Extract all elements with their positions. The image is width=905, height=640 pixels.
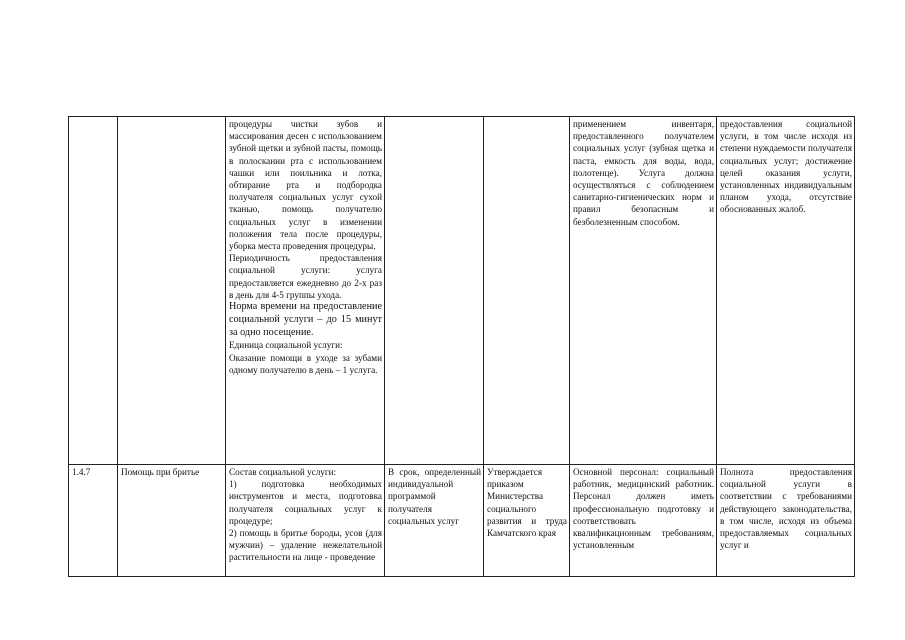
content-paragraph: Оказание помощи в уходе за зубами одному получателю в день – 1 услуга. xyxy=(229,352,382,375)
cell-quality xyxy=(717,465,855,577)
cell-tariff xyxy=(484,465,570,577)
content-paragraph: процедуры чистки зубов и массирования десен с использованием зубной щетки и зубной пасты, помощь в полоскании рта с использованием чашки или поильника и лотка, обтирание рта и подбородка получателя социальных услуг сухой тканью, помощь получателю социальных услуг в изменении положения тела после процедуры, уборка места проведения процедуры. xyxy=(229,119,382,252)
quality-text: Полнота предоставления социальной услуги в соответствии с требованиями действующего законодательства, в том числе, исходя из объема предоставляемых социальных услуг и xyxy=(720,467,852,551)
services-table xyxy=(68,116,855,577)
table-row xyxy=(69,465,855,577)
service-name-text: Помощь при бритье xyxy=(121,467,200,477)
tariff-text: Утверждается приказом Министерства социального развития и труда Камчатского края xyxy=(487,467,567,539)
content-paragraph: 1) подготовка необходимых инструментов и места, подготовка получателя социальных услуг к процедуре; xyxy=(229,479,382,526)
cell-term xyxy=(385,465,484,577)
content-paragraph: Единица социальной услуги: xyxy=(229,340,343,351)
cell-number xyxy=(69,465,118,577)
term-text: В срок, определенный индивидуальной программой получателя социальных услуг xyxy=(388,467,481,526)
content-paragraph: 2) помощь в бритье бороды, усов (для мужчин) – удаление нежелательной растительности на лице - проведение xyxy=(229,528,382,563)
content-paragraph: Периодичность предоставления социальной услуги: услуга предоставляется ежедневно до 2-х раз в день для 4-5 группы ухода. xyxy=(229,253,382,300)
content-paragraph: Норма времени на предоставление социальной услуги – до 15 минут за одно посещение. xyxy=(229,301,382,338)
content-paragraph: Состав социальной услуги: xyxy=(229,467,337,477)
cell-quality: предоставления социальной услуги, в том числе исходя из степени нуждаемости получателя социальных услуг; достижение целей оказания услуги, установленных индивидуальным планом ухода, отсутствие обоснованных жалоб. xyxy=(717,117,855,465)
conditions-text: Основной персонал: социальный работник, медицинский работник. Персонал должен иметь профессиональную подготовку и соответствовать квалификационным требованиям, установленным xyxy=(573,467,714,551)
cell-service-name xyxy=(118,117,226,465)
cell-tariff xyxy=(484,117,570,465)
cell-conditions: применением инвентаря, предоставленного получателем социальных услуг (зубная щетка и паста, емкость для воды, вода, полотенце). Услуга должна осуществляться с соблюдением санитарно-гигиенических норм и правил безопасным и безболезненным способом. xyxy=(570,117,717,465)
cell-number xyxy=(69,117,118,465)
number-text: 1.4.7 xyxy=(72,467,91,477)
content-block xyxy=(229,466,382,576)
cell-service-name xyxy=(118,465,226,577)
cell-content xyxy=(226,117,385,465)
cell-conditions xyxy=(570,465,717,577)
cell-term xyxy=(385,117,484,465)
table-row xyxy=(69,117,855,465)
cell-content xyxy=(226,465,385,577)
